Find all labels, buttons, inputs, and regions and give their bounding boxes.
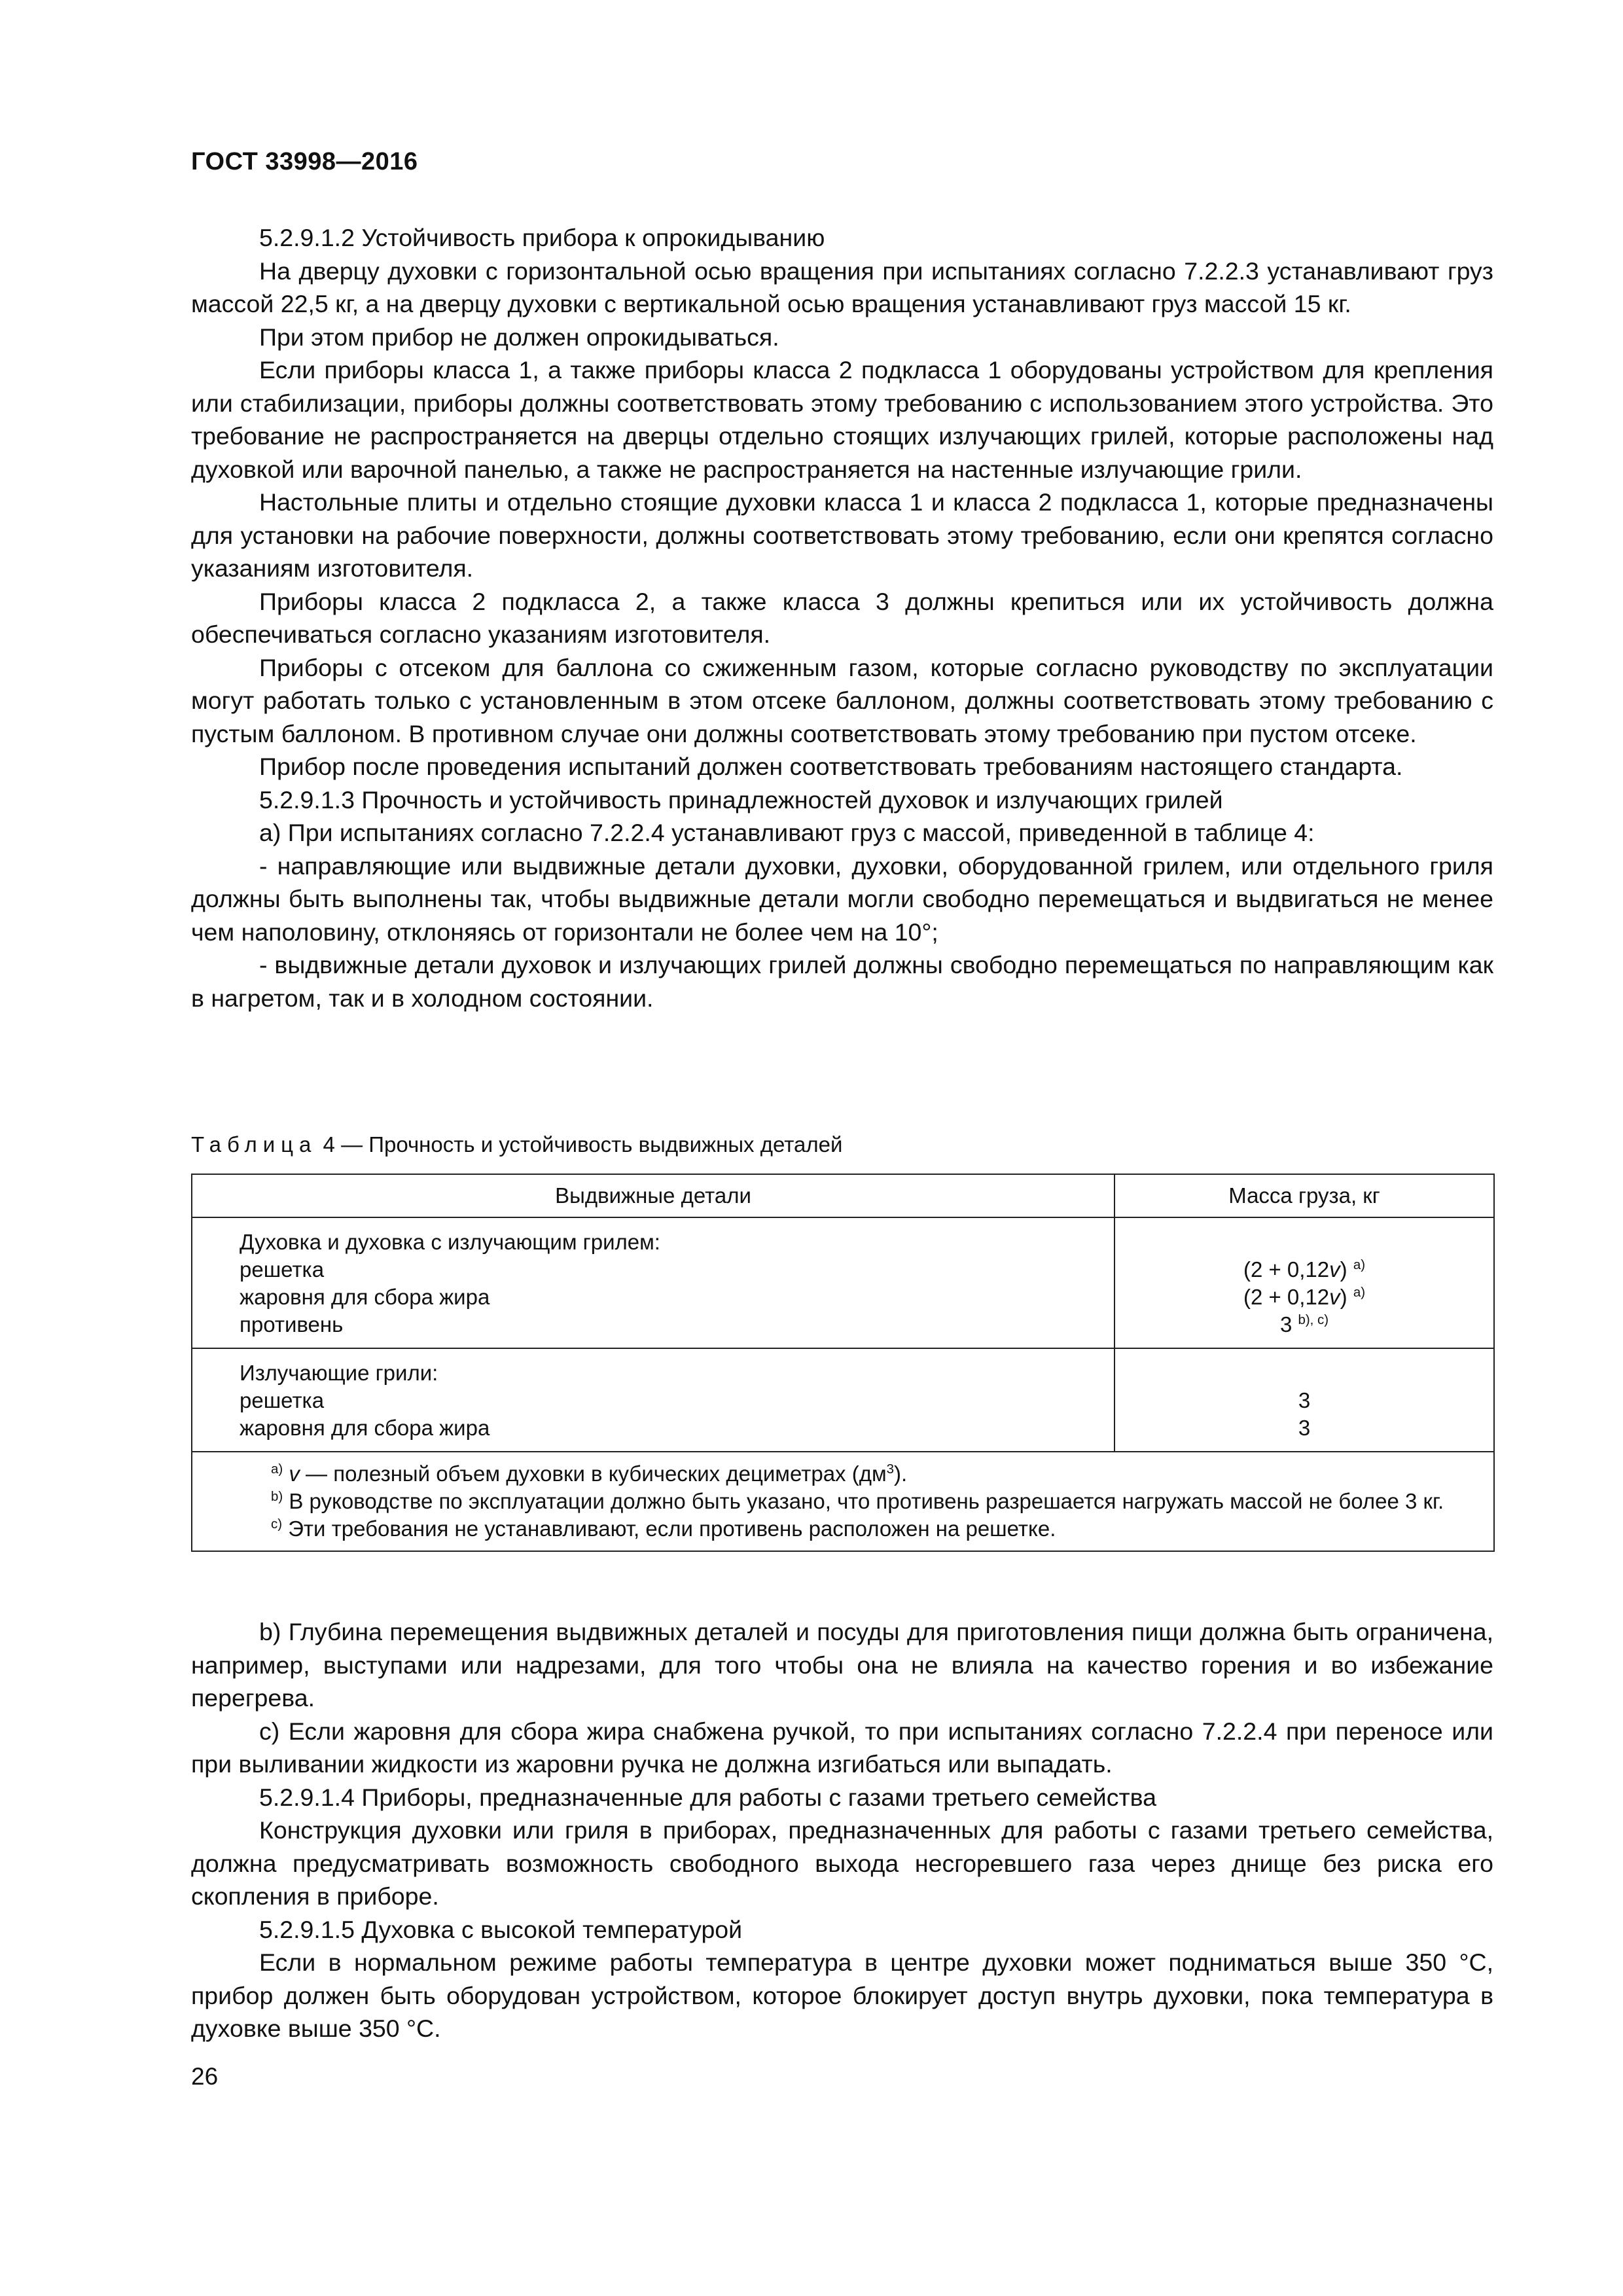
paragraph: Прибор после проведения испытаний должен соответствовать требованиям настоящего стандарта.: [259, 753, 1403, 780]
part-item: жаровня для сбора жира: [240, 1416, 490, 1440]
part-item: решетка: [240, 1388, 325, 1412]
paragraph: Приборы класса 2 подкласса 2, а также класса 3 должны крепиться или их устойчивость должна обеспечиваться согласно указаниям изготовителя.: [191, 587, 1493, 648]
mass-value: 3: [1298, 1388, 1311, 1412]
table-header-row: [192, 1174, 1494, 1217]
table-caption-word: Таблица: [191, 1132, 317, 1157]
footnote-a: $^{а)}$ v — полезный объем духовки в кубических дециметрах $(дм^3)$.: [271, 1462, 908, 1486]
table-row-group-1: [192, 1217, 1494, 1348]
body-text-top: [191, 221, 1493, 1014]
paragraph: Конструкция духовки или гриля в приборах, предназначенных для работы с газами третьего семейства, должна предусматривать возможность свободного выхода несгоревшего газа через днище без риска его скопления в приборе.: [191, 1816, 1493, 1910]
page-number: 26: [191, 2063, 219, 2090]
paragraph: Настольные плиты и отдельно стоящие духовки класса 1 и класса 2 подкласса 1, которые предназначены для установки на рабочие поверхности, должны соответствовать этому требованию, если они крепятся согласно указаниям изготовителя.: [191, 488, 1493, 582]
table-caption: [191, 1132, 842, 1157]
table-footnotes: [192, 1452, 1494, 1551]
table-cell-mass: [1115, 1217, 1494, 1348]
mass-value: 3 $^{b), c)}$: [1279, 1312, 1329, 1336]
footnote-c: $^{c)}$ Эти требования не устанавливают, если противень расположен на решетке.: [271, 1516, 1056, 1541]
table-caption-title: 4 — Прочность и устойчивость выдвижных деталей: [317, 1132, 843, 1157]
part-item: жаровня для сбора жира: [240, 1285, 490, 1309]
list-item-a: а) При испытаниях согласно 7.2.2.4 устанавливают груз с массой, приведенной в таблице 4:: [259, 819, 1315, 846]
mass-value: 3: [1298, 1416, 1311, 1440]
section-heading-5-2-9-1-5: 5.2.9.1.5 Духовка с высокой температурой: [259, 1915, 743, 1943]
section-heading-5-2-9-1-4: 5.2.9.1.4 Приборы, предназначенные для работы с газами третьего семейства: [259, 1783, 1157, 1811]
paragraph: При этом прибор не должен опрокидываться.: [259, 323, 779, 351]
table-col-header-parts: Выдвижные детали: [192, 1174, 1115, 1217]
part-item: противень: [240, 1312, 344, 1336]
table-col-header-mass: Масса груза, кг: [1115, 1174, 1494, 1217]
paragraph: Если в нормальном режиме работы температура в центре духовки может подниматься выше 350 °С, прибор должен быть оборудован устройством, которое блокирует доступ внутрь духовки, пока температура в духовке выше 350 °С.: [191, 1948, 1493, 2042]
group-title: Излучающие грили:: [240, 1361, 438, 1385]
table-4: [191, 1174, 1495, 1552]
table-row-group-2: [192, 1348, 1494, 1452]
body-text-bottom: [191, 1615, 1493, 2045]
group-title: Духовка и духовка с излучающим грилем:: [240, 1230, 660, 1254]
paragraph: Если приборы класса 1, а также приборы класса 2 подкласса 1 оборудованы устройством для крепления или стабилизации, приборы должны соответствовать этому требованию с использованием этого устройства. Это требование не распространяется на дверцы отдельно стоящих излучающих грилей, которые расположены над духовкой или варочной панелью, а также не распространяется на настенные излучающие грили.: [191, 356, 1493, 483]
table-notes-row: [192, 1452, 1494, 1551]
section-heading-5-2-9-1-2: 5.2.9.1.2 Устойчивость прибора к опрокидыванию: [259, 224, 825, 251]
spacer: [1115, 1229, 1493, 1256]
mass-value: (2 + 0,12v) $^{а)}$: [1243, 1257, 1366, 1282]
table-cell-mass: [1115, 1348, 1494, 1452]
part-item: решетка: [240, 1257, 325, 1282]
list-item-c: c) Если жаровня для сбора жира снабжена ручкой, то при испытаниях согласно 7.2.2.4 при переносе или при выливании жидкости из жаровни ручка не должна изгибаться или выпадать.: [191, 1717, 1493, 1778]
spacer: [1115, 1359, 1493, 1387]
table-cell-parts: [192, 1217, 1115, 1348]
dash-item: - направляющие или выдвижные детали духовки, духовки, оборудованной грилем, или отдельного гриля должны быть выполнены так, чтобы выдвижные детали могли свободно перемещаться и выдвигаться не менее чем наполовину, отклоняясь от горизонтали не более чем на 10°;: [191, 852, 1493, 946]
table-cell-parts: [192, 1348, 1115, 1452]
paragraph: На дверцу духовки с горизонтальной осью вращения при испытаниях согласно 7.2.2.3 устанавливают груз массой 22,5 кг, а на дверцу духовки с вертикальной осью вращения устанавливают груз массой 15 кг.: [191, 257, 1493, 317]
paragraph: Приборы с отсеком для баллона со сжиженным газом, которые согласно руководству по эксплуатации могут работать только с установленным в этом отсеке баллоном, должны соответствовать этому требованию с пустым баллоном. В противном случае они должны соответствовать этому требованию при пустом отсеке.: [191, 653, 1493, 747]
mass-value: (2 + 0,12v) $^{а)}$: [1243, 1285, 1366, 1309]
section-heading-5-2-9-1-3: 5.2.9.1.3 Прочность и устойчивость принадлежностей духовок и излучающих грилей: [259, 785, 1223, 814]
footnote-b: $^{b)}$ В руководстве по эксплуатации должно быть указано, что противень разрешается нагружать массой не более 3 кг.: [271, 1489, 1444, 1513]
document-header: ГОСТ 33998—2016: [191, 148, 418, 175]
dash-item: - выдвижные детали духовок и излучающих грилей должны свободно перемещаться по направляющим как в нагретом, так и в холодном состоянии.: [191, 951, 1493, 1012]
list-item-b: b) Глубина перемещения выдвижных деталей и посуды для приготовления пищи должна быть ограничена, например, выступами или надрезами, для того чтобы она не влияла на качество горения и во избежание перегрева.: [191, 1618, 1493, 1712]
